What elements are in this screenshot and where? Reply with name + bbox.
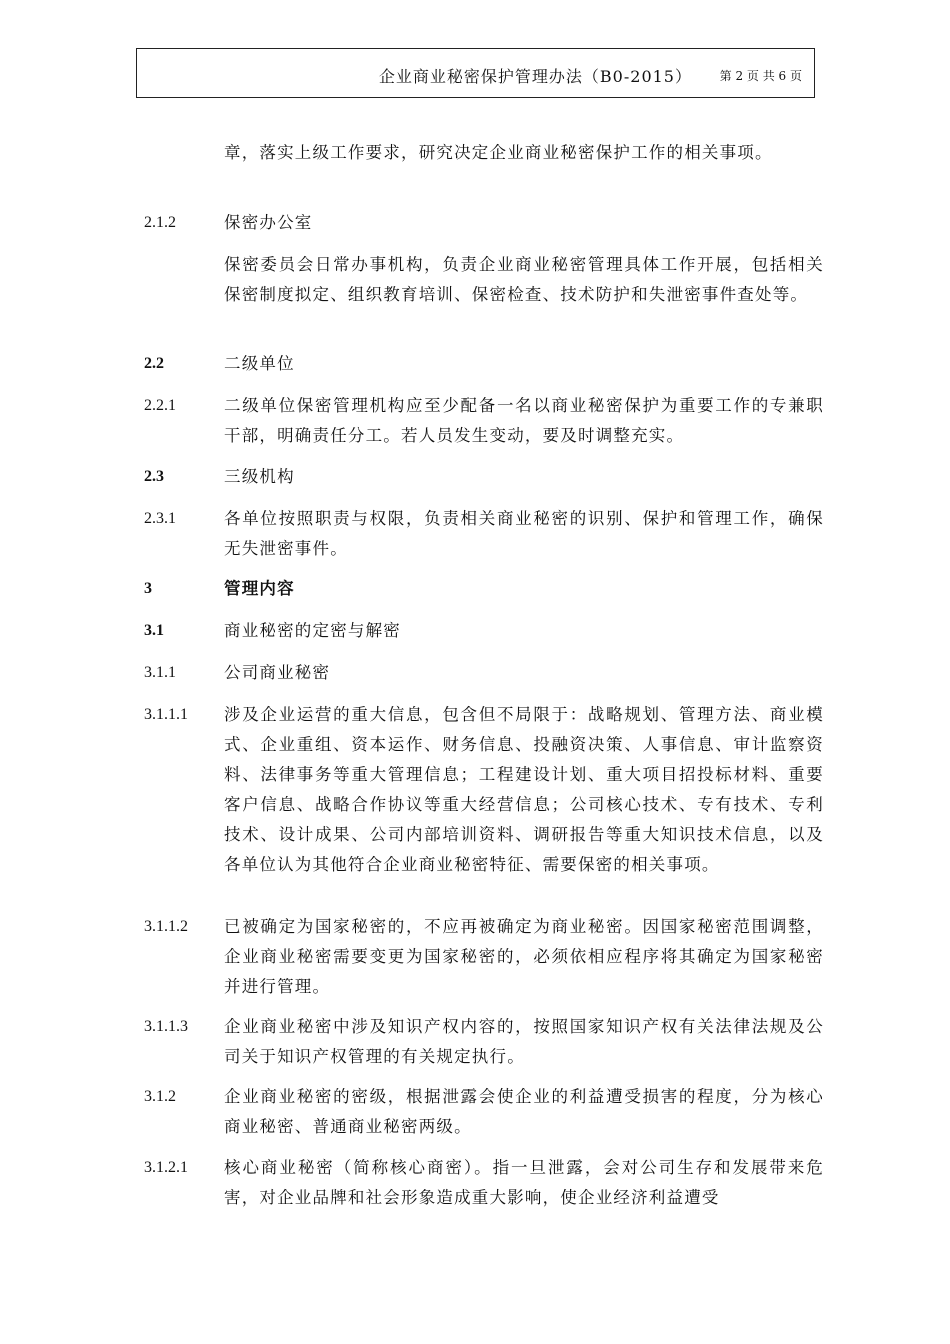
section-title: 二级单位 xyxy=(224,354,295,373)
section-title: 保密办公室 xyxy=(224,213,313,232)
section-number: 3.1.1.2 xyxy=(144,918,188,935)
section-number: 2.2 xyxy=(144,355,164,372)
section-number: 2.3.1 xyxy=(144,510,176,527)
section-text: 企业商业秘密的密级，根据泄露会使企业的利益遭受损害的程度，分为核心商业秘密、普通商业秘密两级。 xyxy=(224,1087,824,1136)
section-number: 2.1.2 xyxy=(144,214,176,231)
section-number: 3.1.2.1 xyxy=(144,1159,188,1176)
section-number: 3.1.1.3 xyxy=(144,1018,188,1035)
document-title: 企业商业秘密保护管理办法（B0-2015） xyxy=(378,67,692,86)
section-text: 核心商业秘密（简称核心商密）。指一旦泄露，会对公司生存和发展带来危害，对企业品牌和社会形象造成重大影响，使企业经济利益遭受 xyxy=(224,1158,824,1207)
section-number: 3.1.1 xyxy=(144,664,176,681)
section-number: 2.2.1 xyxy=(144,397,176,414)
section-number: 3.1.1.1 xyxy=(144,706,188,723)
section-title: 商业秘密的定密与解密 xyxy=(224,621,401,640)
section-text: 企业商业秘密中涉及知识产权内容的，按照国家知识产权有关法律法规及公司关于知识产权管理的有关规定执行。 xyxy=(224,1017,824,1066)
section-number: 2.3 xyxy=(144,468,164,485)
section-title: 公司商业秘密 xyxy=(224,663,331,682)
section-text: 已被确定为国家秘密的，不应再被确定为商业秘密。因国家秘密范围调整，企业商业秘密需要变更为国家秘密的，必须依相应程序将其确定为国家秘密并进行管理。 xyxy=(224,917,824,996)
section-title: 管理内容 xyxy=(224,579,295,598)
section-number: 3.1 xyxy=(144,622,164,639)
section-number: 3.1.2 xyxy=(144,1088,176,1105)
page-header xyxy=(136,48,815,98)
page-number: 第 2 页 共 6 页 xyxy=(719,69,802,83)
section-text: 二级单位保密管理机构应至少配备一名以商业秘密保护为重要工作的专兼职干部，明确责任分工。若人员发生变动，要及时调整充实。 xyxy=(224,396,824,445)
section-2-1-2-body: 保密委员会日常办事机构，负责企业商业秘密管理具体工作开展，包括相关保密制度拟定、组织教育培训、保密检查、技术防护和失泄密事件查处等。 xyxy=(224,255,824,304)
section-text: 涉及企业运营的重大信息，包含但不局限于：战略规划、管理方法、商业模式、企业重组、资本运作、财务信息、投融资决策、人事信息、审计监察资料、法律事务等重大管理信息；工程建设计划、重大项目招投标材料、重要客户信息、战略合作协议等重大经营信息；公司核心技术、专有技术、专利技术、设计成果、公司内部培训资料、调研报告等重大知识技术信息，以及各单位认为其他符合企业商业秘密特征、需要保密的相关事项。 xyxy=(224,705,824,874)
section-text: 各单位按照职责与权限，负责相关商业秘密的识别、保护和管理工作，确保无失泄密事件。 xyxy=(224,509,824,558)
paragraph-continued: 章，落实上级工作要求，研究决定企业商业秘密保护工作的相关事项。 xyxy=(224,143,773,162)
section-number: 3 xyxy=(144,580,152,597)
section-title: 三级机构 xyxy=(224,467,295,486)
